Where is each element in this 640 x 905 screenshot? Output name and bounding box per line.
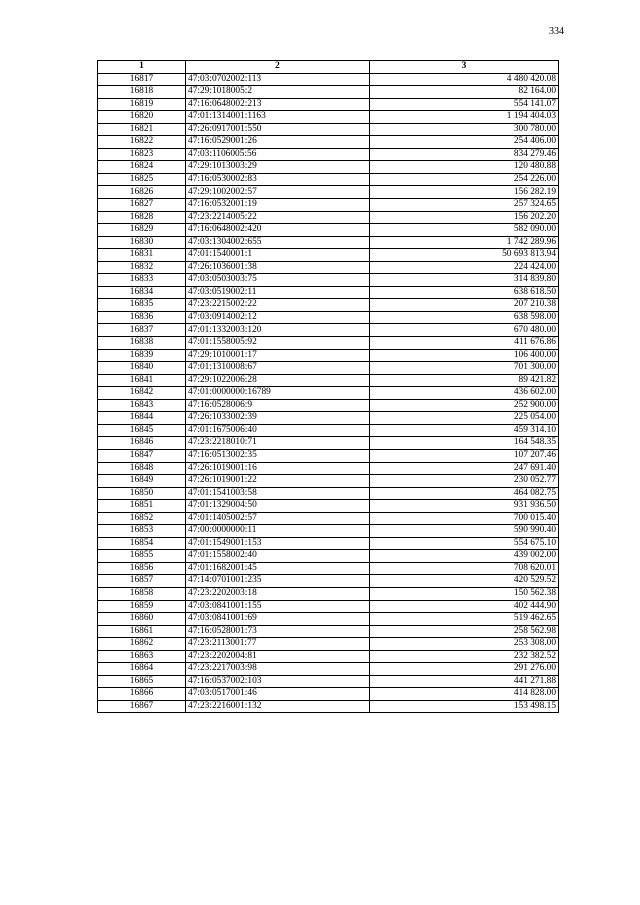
row-number: 16830: [98, 236, 186, 249]
table-row: [98, 625, 559, 638]
cadastral-value: 638 598.00: [370, 311, 559, 324]
cadastral-number: 47:00:0000000:11: [186, 525, 370, 538]
row-number: 16850: [98, 487, 186, 500]
row-number: 16865: [98, 675, 186, 688]
row-number: 16824: [98, 161, 186, 174]
cadastral-value: 519 462.65: [370, 613, 559, 626]
cadastral-number: 47:16:0532001:19: [186, 199, 370, 212]
cadastral-number: 47:03:0503003:75: [186, 274, 370, 287]
cadastral-number: 47:14:0701001:235: [186, 575, 370, 588]
table-row: [98, 186, 559, 199]
cadastral-value: 254 406.00: [370, 136, 559, 149]
cadastral-number: 47:23:2214005:22: [186, 211, 370, 224]
cadastral-number: 47:01:1314001:1163: [186, 111, 370, 124]
cadastral-number: 47:01:1329004:50: [186, 500, 370, 513]
table-row: [98, 86, 559, 99]
cadastral-value: 232 382.52: [370, 650, 559, 663]
table-row: [98, 173, 559, 186]
row-number: 16842: [98, 387, 186, 400]
cadastral-number: 47:29:1013003:29: [186, 161, 370, 174]
cadastral-value: 1 742 289.96: [370, 236, 559, 249]
row-number: 16821: [98, 123, 186, 136]
row-number: 16841: [98, 374, 186, 387]
cadastral-number: 47:16:0513002:35: [186, 449, 370, 462]
row-number: 16849: [98, 475, 186, 488]
cadastral-value: 414 828.00: [370, 688, 559, 701]
cadastral-value: 4 480 420.08: [370, 73, 559, 86]
cadastral-value: 411 676.86: [370, 337, 559, 350]
cadastral-number: 47:03:0841001:69: [186, 613, 370, 626]
cadastral-number: 47:16:0529001:26: [186, 136, 370, 149]
table-row: [98, 274, 559, 287]
cadastral-value: 700 015.40: [370, 512, 559, 525]
cadastral-value: 50 693 813.94: [370, 249, 559, 262]
cadastral-value: 247 691.40: [370, 462, 559, 475]
cadastral-value: 300 780.00: [370, 123, 559, 136]
cadastral-number: 47:01:1405002:57: [186, 512, 370, 525]
row-number: 16844: [98, 412, 186, 425]
table-row: [98, 613, 559, 626]
row-number: 16863: [98, 650, 186, 663]
cadastral-number: 47:01:1540001:1: [186, 249, 370, 262]
cadastral-value: 257 324.65: [370, 199, 559, 212]
row-number: 16847: [98, 449, 186, 462]
cadastral-value: 207 210.38: [370, 299, 559, 312]
cadastral-value: 230 052.77: [370, 475, 559, 488]
column-header-value: 3: [370, 61, 559, 74]
cadastral-number: 47:29:1010001:17: [186, 349, 370, 362]
cadastral-value: 258 562.98: [370, 625, 559, 638]
cadastral-number: 47:26:0917001:550: [186, 123, 370, 136]
row-number: 16827: [98, 199, 186, 212]
row-number: 16836: [98, 311, 186, 324]
table-row: [98, 236, 559, 249]
row-number: 16823: [98, 148, 186, 161]
cadastral-number: 47:16:0648002:420: [186, 224, 370, 237]
cadastral-number: 47:26:1036001:38: [186, 261, 370, 274]
cadastral-value: 156 282.19: [370, 186, 559, 199]
cadastral-value: 314 839.80: [370, 274, 559, 287]
cadastral-number: 47:03:1106005:56: [186, 148, 370, 161]
table-row: [98, 73, 559, 86]
row-number: 16820: [98, 111, 186, 124]
cadastral-number: 47:01:1682001:45: [186, 562, 370, 575]
table-row: [98, 638, 559, 651]
row-number: 16857: [98, 575, 186, 588]
cadastral-number: 47:29:1022006:28: [186, 374, 370, 387]
table-row: [98, 663, 559, 676]
cadastral-value: 82 164.00: [370, 86, 559, 99]
cadastral-number: 47:23:2218010:71: [186, 437, 370, 450]
table-row: [98, 324, 559, 337]
row-number: 16845: [98, 424, 186, 437]
cadastral-value: 153 498.15: [370, 700, 559, 713]
table-row: [98, 311, 559, 324]
row-number: 16838: [98, 337, 186, 350]
table-row: [98, 199, 559, 212]
table-row: [98, 462, 559, 475]
cadastral-value: 701 300.00: [370, 362, 559, 375]
row-number: 16822: [98, 136, 186, 149]
cadastral-value: 931 936.50: [370, 500, 559, 513]
cadastral-number: 47:03:0702002:113: [186, 73, 370, 86]
table-row: [98, 600, 559, 613]
table-row: [98, 374, 559, 387]
cadastral-number: 47:03:0914002:12: [186, 311, 370, 324]
row-number: 16828: [98, 211, 186, 224]
cadastral-value: 89 421.82: [370, 374, 559, 387]
cadastral-number: 47:26:1019001:22: [186, 475, 370, 488]
table-row: [98, 123, 559, 136]
cadastral-number: 47:23:2202003:18: [186, 587, 370, 600]
row-number: 16826: [98, 186, 186, 199]
row-number: 16819: [98, 98, 186, 111]
row-number: 16843: [98, 399, 186, 412]
cadastral-number: 47:01:1675006:40: [186, 424, 370, 437]
cadastral-value: 834 279.46: [370, 148, 559, 161]
row-number: 16833: [98, 274, 186, 287]
table-row: [98, 525, 559, 538]
cadastral-number: 47:01:1332003:120: [186, 324, 370, 337]
table-row: [98, 449, 559, 462]
row-number: 16862: [98, 638, 186, 651]
table-row: [98, 399, 559, 412]
cadastral-number: 47:03:0519002:11: [186, 286, 370, 299]
column-header-number: 1: [98, 61, 186, 74]
cadastral-value: 464 082.75: [370, 487, 559, 500]
table-row: [98, 136, 559, 149]
cadastral-value: 670 480.00: [370, 324, 559, 337]
cadastral-number: 47:03:1304002:655: [186, 236, 370, 249]
cadastral-number: 47:03:0517001:46: [186, 688, 370, 701]
row-number: 16834: [98, 286, 186, 299]
cadastral-number: 47:29:1002002:57: [186, 186, 370, 199]
table-row: [98, 349, 559, 362]
row-number: 16846: [98, 437, 186, 450]
row-number: 16852: [98, 512, 186, 525]
row-number: 16831: [98, 249, 186, 262]
table-row: [98, 362, 559, 375]
cadastral-value: 439 002.00: [370, 550, 559, 563]
table-row: [98, 475, 559, 488]
cadastral-value: 224 424.00: [370, 261, 559, 274]
cadastral-number: 47:23:2202004:81: [186, 650, 370, 663]
table-row: [98, 161, 559, 174]
cadastral-number: 47:01:1549001:153: [186, 537, 370, 550]
cadastral-value: 150 562.38: [370, 587, 559, 600]
cadastral-value: 436 602.00: [370, 387, 559, 400]
row-number: 16835: [98, 299, 186, 312]
cadastral-number: 47:29:1018005:2: [186, 86, 370, 99]
table-header-row: [98, 61, 559, 74]
row-number: 16867: [98, 700, 186, 713]
row-number: 16853: [98, 525, 186, 538]
cadastral-value: 420 529.52: [370, 575, 559, 588]
table-row: [98, 261, 559, 274]
row-number: 16854: [98, 537, 186, 550]
table-row: [98, 675, 559, 688]
cadastral-value: 459 314.10: [370, 424, 559, 437]
table-row: [98, 550, 559, 563]
table-row: [98, 650, 559, 663]
cadastral-value: 402 444.90: [370, 600, 559, 613]
cadastral-number: 47:01:1558002:40: [186, 550, 370, 563]
row-number: 16864: [98, 663, 186, 676]
cadastral-number: 47:16:0530002:83: [186, 173, 370, 186]
table-row: [98, 562, 559, 575]
cadastral-value: 156 202.20: [370, 211, 559, 224]
cadastral-value-table: [97, 60, 559, 713]
row-number: 16860: [98, 613, 186, 626]
table-row: [98, 111, 559, 124]
row-number: 16832: [98, 261, 186, 274]
table-row: [98, 337, 559, 350]
cadastral-number: 47:26:1019001:16: [186, 462, 370, 475]
row-number: 16839: [98, 349, 186, 362]
table-row: [98, 424, 559, 437]
cadastral-value: 554 141.07: [370, 98, 559, 111]
cadastral-value: 638 618.50: [370, 286, 559, 299]
table-row: [98, 286, 559, 299]
table-row: [98, 587, 559, 600]
table-row: [98, 148, 559, 161]
cadastral-number: 47:16:0528006:9: [186, 399, 370, 412]
row-number: 16851: [98, 500, 186, 513]
cadastral-value: 590 990.40: [370, 525, 559, 538]
table-row: [98, 387, 559, 400]
row-number: 16840: [98, 362, 186, 375]
cadastral-value: 225 054.00: [370, 412, 559, 425]
cadastral-value: 120 480.88: [370, 161, 559, 174]
cadastral-number: 47:23:2217003:98: [186, 663, 370, 676]
table-row: [98, 224, 559, 237]
row-number: 16817: [98, 73, 186, 86]
table-row: [98, 249, 559, 262]
row-number: 16848: [98, 462, 186, 475]
cadastral-value: 253 308.00: [370, 638, 559, 651]
table-row: [98, 299, 559, 312]
table-row: [98, 500, 559, 513]
cadastral-value: 582 090.00: [370, 224, 559, 237]
page-number: 334: [549, 26, 564, 37]
cadastral-value: 554 675.10: [370, 537, 559, 550]
cadastral-number: 47:16:0537002:103: [186, 675, 370, 688]
cadastral-number: 47:23:2216001:132: [186, 700, 370, 713]
row-number: 16859: [98, 600, 186, 613]
cadastral-value: 291 276.00: [370, 663, 559, 676]
cadastral-number: 47:01:1558005:92: [186, 337, 370, 350]
cadastral-number: 47:01:0000000:16789: [186, 387, 370, 400]
cadastral-value: 252 900.00: [370, 399, 559, 412]
table-row: [98, 412, 559, 425]
row-number: 16855: [98, 550, 186, 563]
row-number: 16829: [98, 224, 186, 237]
table-row: [98, 700, 559, 713]
cadastral-value: 441 271.88: [370, 675, 559, 688]
table-row: [98, 98, 559, 111]
cadastral-value: 1 194 404.03: [370, 111, 559, 124]
row-number: 16856: [98, 562, 186, 575]
table-row: [98, 688, 559, 701]
cadastral-number: 47:01:1541003:58: [186, 487, 370, 500]
row-number: 16837: [98, 324, 186, 337]
cadastral-number: 47:23:2113001:77: [186, 638, 370, 651]
row-number: 16858: [98, 587, 186, 600]
table-row: [98, 437, 559, 450]
table-row: [98, 211, 559, 224]
table-row: [98, 537, 559, 550]
column-header-cadastral-number: 2: [186, 61, 370, 74]
row-number: 16818: [98, 86, 186, 99]
row-number: 16825: [98, 173, 186, 186]
cadastral-number: 47:16:0528001:73: [186, 625, 370, 638]
cadastral-number: 47:23:2215002:22: [186, 299, 370, 312]
row-number: 16861: [98, 625, 186, 638]
cadastral-value: 107 207.46: [370, 449, 559, 462]
row-number: 16866: [98, 688, 186, 701]
table-row: [98, 575, 559, 588]
table-row: [98, 512, 559, 525]
cadastral-value: 708 620.01: [370, 562, 559, 575]
cadastral-value: 254 226.00: [370, 173, 559, 186]
cadastral-number: 47:16:0648002:213: [186, 98, 370, 111]
cadastral-number: 47:26:1033002:39: [186, 412, 370, 425]
cadastral-number: 47:01:1310008:67: [186, 362, 370, 375]
cadastral-number: 47:03:0841001:155: [186, 600, 370, 613]
cadastral-value: 164 548.35: [370, 437, 559, 450]
cadastral-value: 106 400.00: [370, 349, 559, 362]
table-row: [98, 487, 559, 500]
